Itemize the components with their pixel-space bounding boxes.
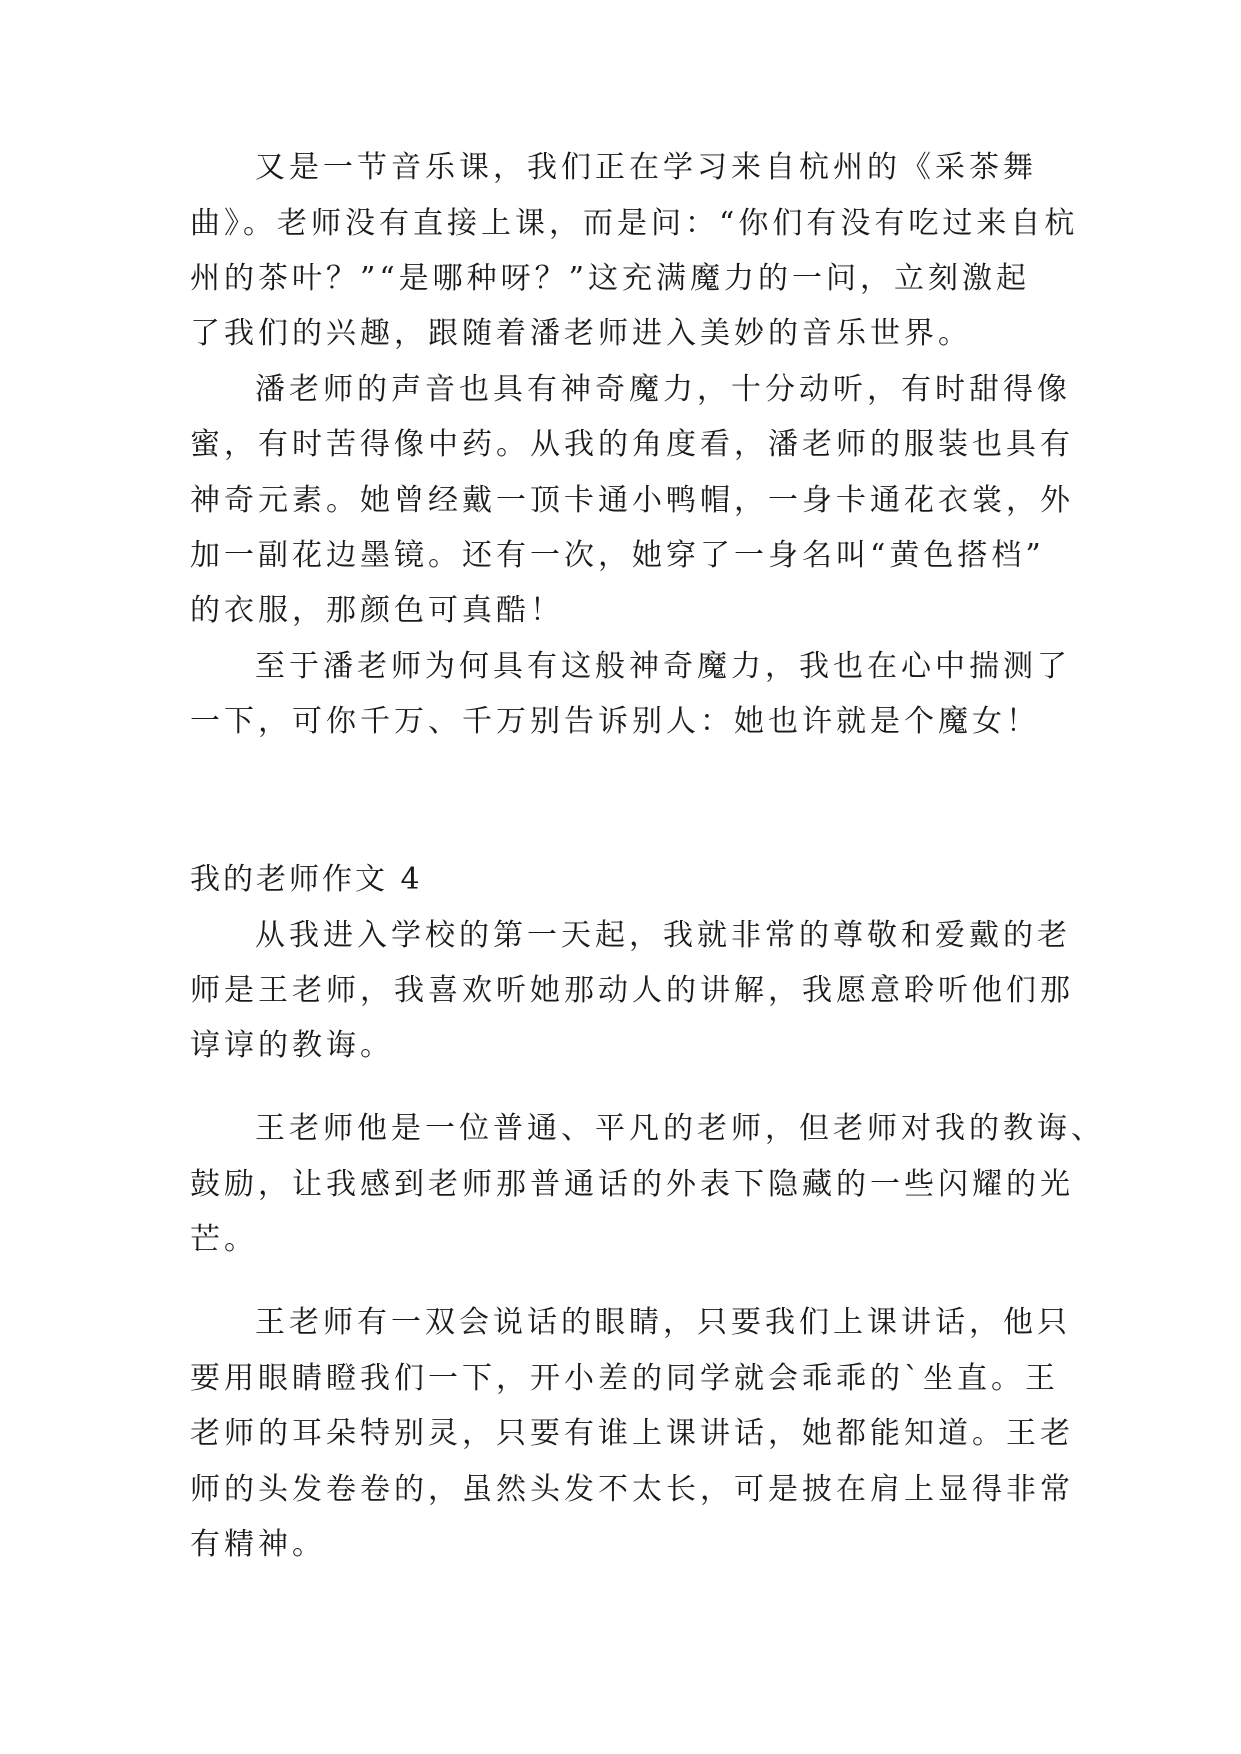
paragraph-line: 芒。 — [190, 1222, 258, 1257]
paragraph-line: 神奇元素。她曾经戴一顶卡通小鸭帽，一身卡通花衣裳，外 — [190, 483, 1074, 518]
paragraph-line: 潘老师的声音也具有神奇魔力，十分动听，有时甜得像 — [255, 372, 1071, 407]
paragraph-line: 谆谆的教诲。 — [190, 1028, 394, 1063]
paragraph-line: 师的头发卷卷的，虽然头发不太长，可是披在肩上显得非常 — [190, 1472, 1074, 1507]
paragraph-line: 又是一节音乐课，我们正在学习来自杭州的《采茶舞 — [255, 150, 1037, 185]
paragraph-line: 师是王老师，我喜欢听她那动人的讲解，我愿意聆听他们那 — [190, 973, 1074, 1008]
section-title: 我的老师作文 4 — [190, 862, 423, 897]
paragraph-line: 的衣服，那颜色可真酷！ — [190, 593, 564, 628]
paragraph-line: 从我进入学校的第一天起，我就非常的尊敬和爱戴的老 — [255, 918, 1071, 953]
paragraph-line: 老师的耳朵特别灵，只要有谁上课讲话，她都能知道。王老 — [190, 1416, 1074, 1451]
paragraph-line: 蜜，有时苦得像中药。从我的角度看，潘老师的服装也具有 — [190, 427, 1074, 462]
paragraph-line: 了我们的兴趣，跟随着潘老师进入美妙的音乐世界。 — [190, 316, 972, 351]
paragraph-line: 王老师有一双会说话的眼睛，只要我们上课讲话，他只 — [255, 1305, 1071, 1340]
paragraph-line: 王老师他是一位普通、平凡的老师，但老师对我的教诲、 — [255, 1111, 1105, 1146]
paragraph-line: 要用眼睛瞪我们一下，开小差的同学就会乖乖的`坐直。王 — [190, 1361, 1059, 1396]
paragraph-line: 至于潘老师为何具有这般神奇魔力，我也在心中揣测了 — [255, 649, 1071, 684]
paragraph-line: 有精神。 — [190, 1527, 326, 1562]
paragraph-line: 一下，可你千万、千万别告诉别人：她也许就是个魔女！ — [190, 704, 1040, 739]
paragraph-line: 加一副花边墨镜。还有一次，她穿了一身名叫“黄色搭档” — [190, 538, 1045, 573]
paragraph-line: 鼓励，让我感到老师那普通话的外表下隐藏的一些闪耀的光 — [190, 1167, 1074, 1202]
paragraph-line: 州的茶叶？”“是哪种呀？”这充满魔力的一问，立刻激起 — [190, 261, 1031, 296]
paragraph-line: 曲》。老师没有直接上课，而是问：“你们有没有吃过来自杭 — [190, 206, 1079, 241]
